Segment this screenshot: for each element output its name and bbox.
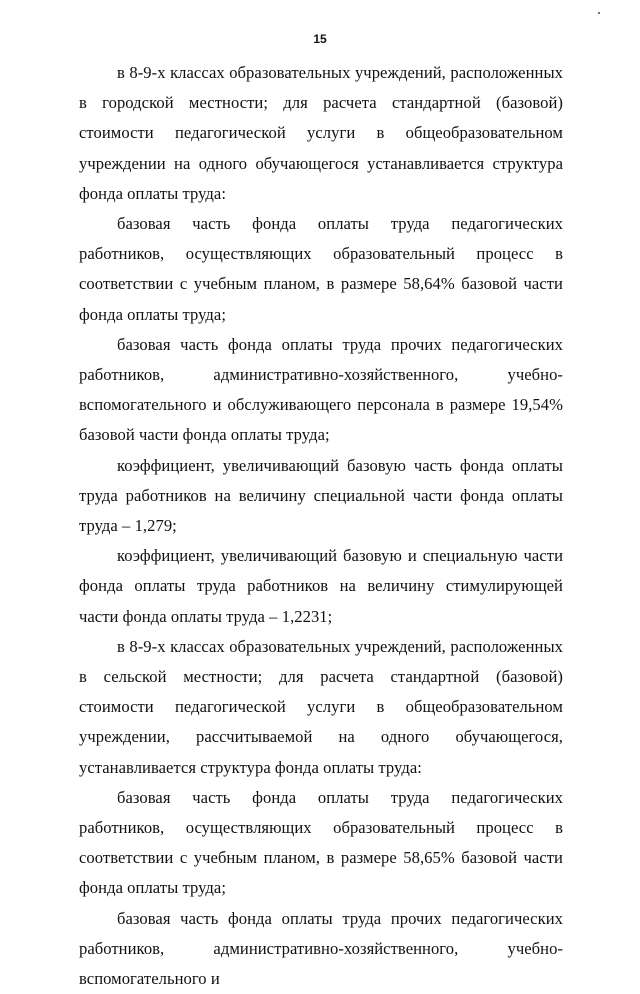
document-body [79, 58, 563, 994]
paragraph-rural-teaching-staff: базовая часть фонда оплаты труда педагогических работников, осуществляющих образовательный процесс в соответствии с учебным планом, в размере 58,65% базовой части фонда оплаты труда; [79, 787, 563, 898]
paragraph-rural-intro: в 8-9-х классах образовательных учреждений, расположенных в сельской местности; для расчета стандартной (базовой) стоимости педагогической услуги в общеобразовательном учреждении, рассчитываемой на одного обучающегося, устанавливается структура фонда оплаты труда: [79, 636, 563, 777]
paragraph-urban-incentive-coefficient: коэффициент, увеличивающий базовую и специальную части фонда оплаты труда работников на величину стимулирующей части фонда оплаты труда – 1,2231; [79, 546, 563, 626]
scan-speck [598, 12, 600, 14]
paragraph-urban-special-coefficient: коэффициент, увеличивающий базовую часть фонда оплаты труда работников на величину специальной части фонда оплаты труда – 1,279; [79, 455, 563, 536]
page-number: 15 [313, 32, 327, 46]
paragraph-rural-other-staff: базовая часть фонда оплаты труда прочих педагогических работников, административно-хозяйственного, учебно-вспомогательного и [79, 908, 563, 989]
paragraph-urban-teaching-staff: базовая часть фонда оплаты труда педагогических работников, осуществляющих образовательный процесс в соответствии с учебным планом, в размере 58,64% базовой части фонда оплаты труда; [79, 214, 563, 324]
paragraph-urban-intro: в 8-9-х классах образовательных учреждений, расположенных в городской местности; для расчета стандартной (базовой) стоимости педагогической услуги в общеобразовательном учреждении на одного обучающегося устанавливается структура фонда оплаты труда: [79, 63, 563, 203]
paragraph-urban-other-staff: базовая часть фонда оплаты труда прочих педагогических работников, административно-хозяйственного, учебно-вспомогательного и обслуживающего персонала в размере 19,54% базовой части фонда оплаты труда; [79, 334, 563, 445]
